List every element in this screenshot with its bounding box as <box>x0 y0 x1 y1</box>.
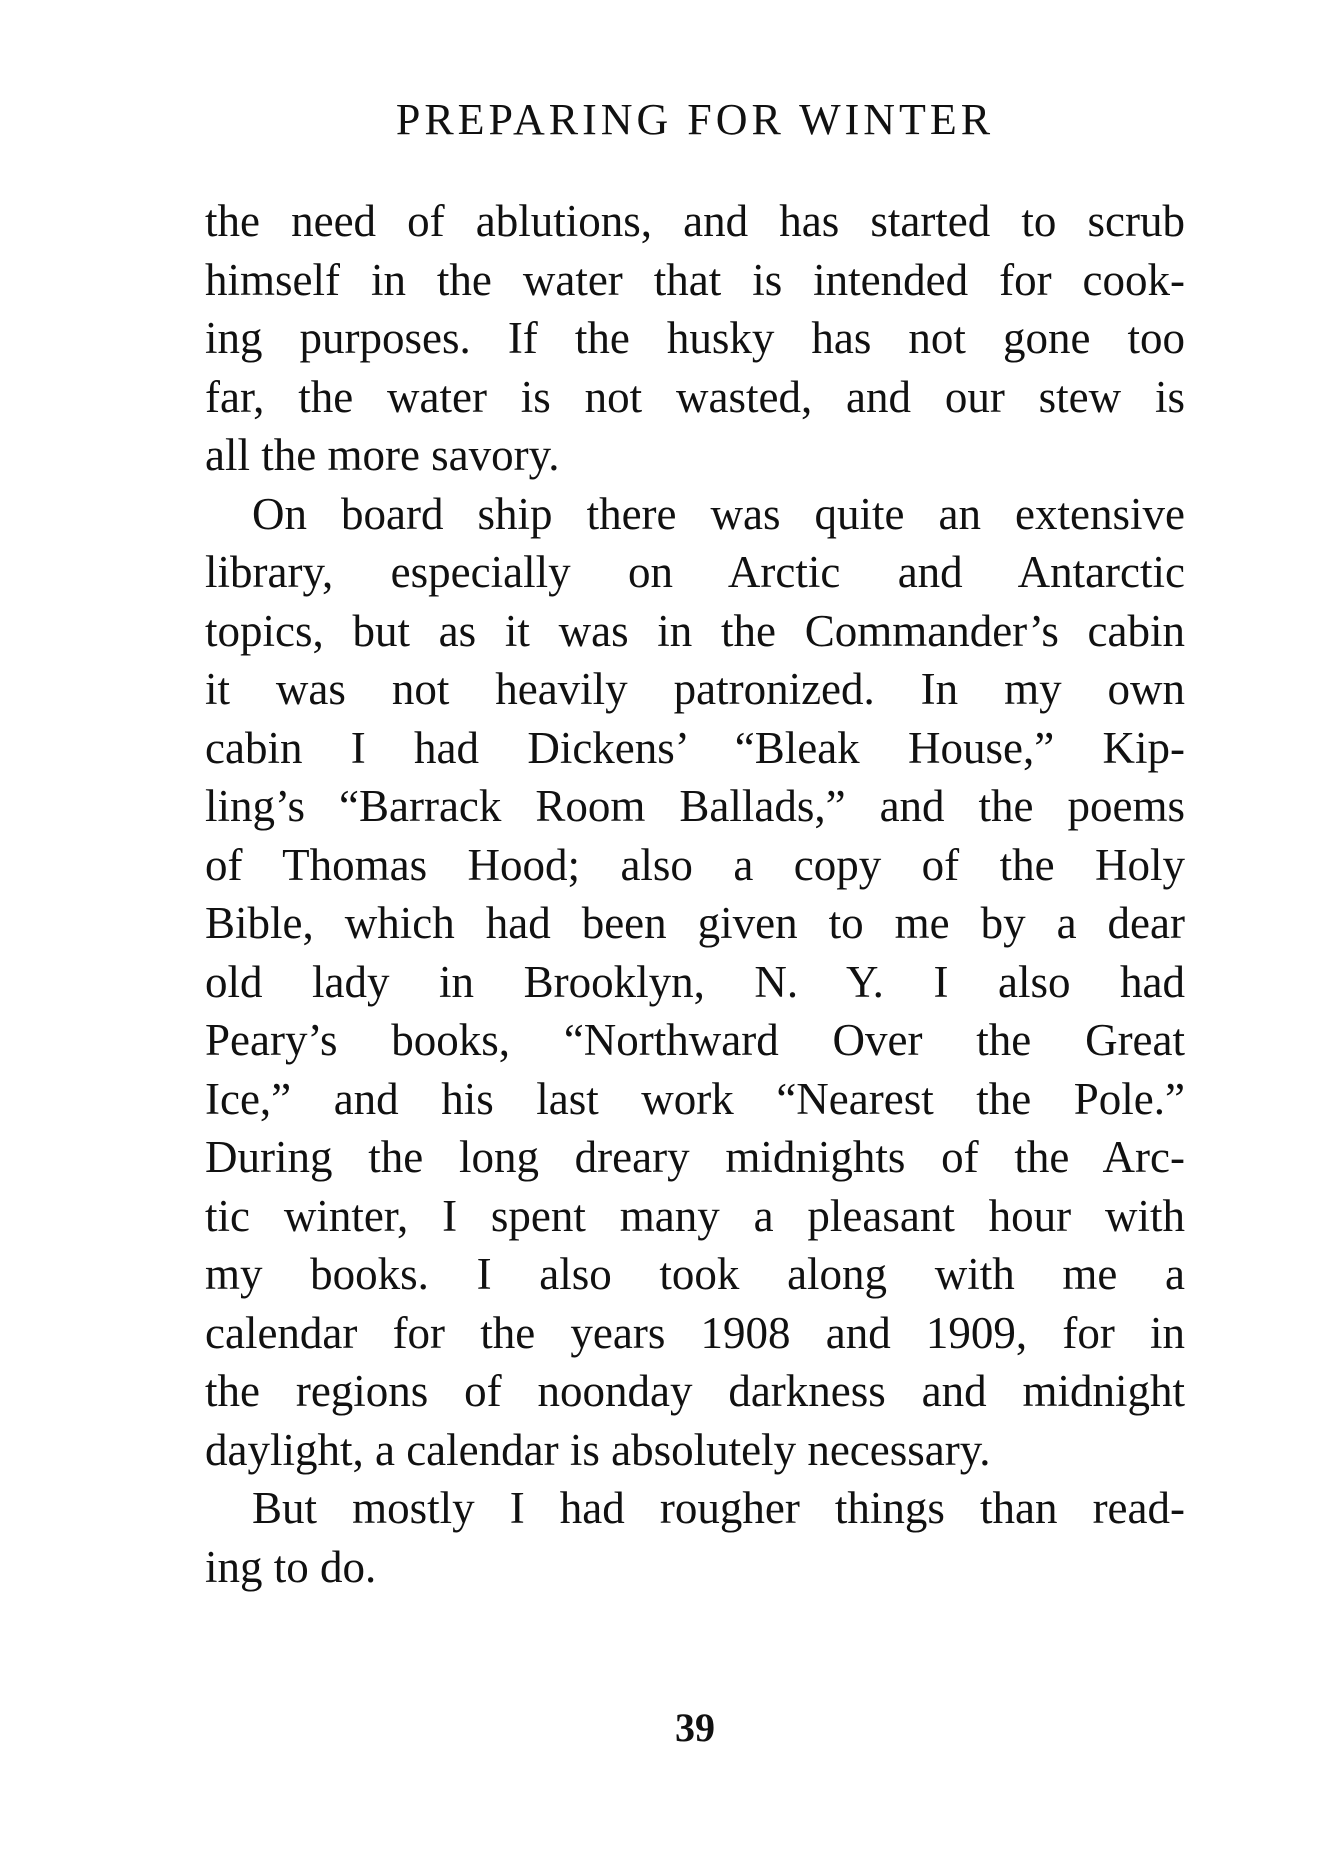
text-line: the need of ablutions, and has started to scrub <box>205 196 1185 246</box>
text-line: all the more savory. <box>205 430 560 480</box>
text-line: my books. I also took along with me a <box>205 1249 1185 1299</box>
text-line: ling’s “Barrack Room Ballads,” and the poems <box>205 781 1185 831</box>
text-line: But mostly I had rougher things than read- <box>252 1483 1185 1533</box>
text-line: Peary’s books, “Northward Over the Great <box>205 1015 1185 1065</box>
text-line: cabin I had Dickens’ “Bleak House,” Kip- <box>205 722 1185 773</box>
text-line: daylight, a calendar is absolutely necessary. <box>205 1424 991 1475</box>
paragraph <box>205 192 1185 485</box>
text-line: During the long dreary midnights of the Arc- <box>205 1132 1185 1182</box>
text-line: of Thomas Hood; also a copy of the Holy <box>205 839 1185 890</box>
text-line: calendar for the years 1908 and 1909, for in <box>205 1307 1185 1358</box>
text-line: Ice,” and his last work “Nearest the Pole.” <box>205 1073 1185 1124</box>
text-line: library, especially on Arctic and Antarctic <box>205 547 1185 597</box>
running-head: PREPARING FOR WINTER <box>395 95 995 144</box>
text-line: it was not heavily patronized. In my own <box>205 664 1185 714</box>
text-line: topics, but as it was in the Commander’s cabin <box>205 605 1185 656</box>
paragraph <box>205 1479 1185 1596</box>
text-line: Bible, which had been given to me by a dear <box>205 898 1185 948</box>
text-line: ing purposes. If the husky has not gone too <box>205 313 1185 363</box>
text-line: old lady in Brooklyn, N. Y. I also had <box>205 956 1185 1007</box>
text-line: himself in the water that is intended for cook- <box>205 254 1185 305</box>
text-line: the regions of noonday darkness and midnight <box>205 1366 1185 1416</box>
text-line: On board ship there was quite an extensive <box>252 488 1185 539</box>
body-text <box>205 192 1185 1596</box>
page-number: 39 <box>675 1705 715 1750</box>
text-line: far, the water is not wasted, and our stew is <box>205 371 1185 422</box>
paragraph <box>205 485 1185 1480</box>
text-line: tic winter, I spent many a pleasant hour with <box>205 1190 1185 1241</box>
text-line: ing to do. <box>205 1541 377 1592</box>
